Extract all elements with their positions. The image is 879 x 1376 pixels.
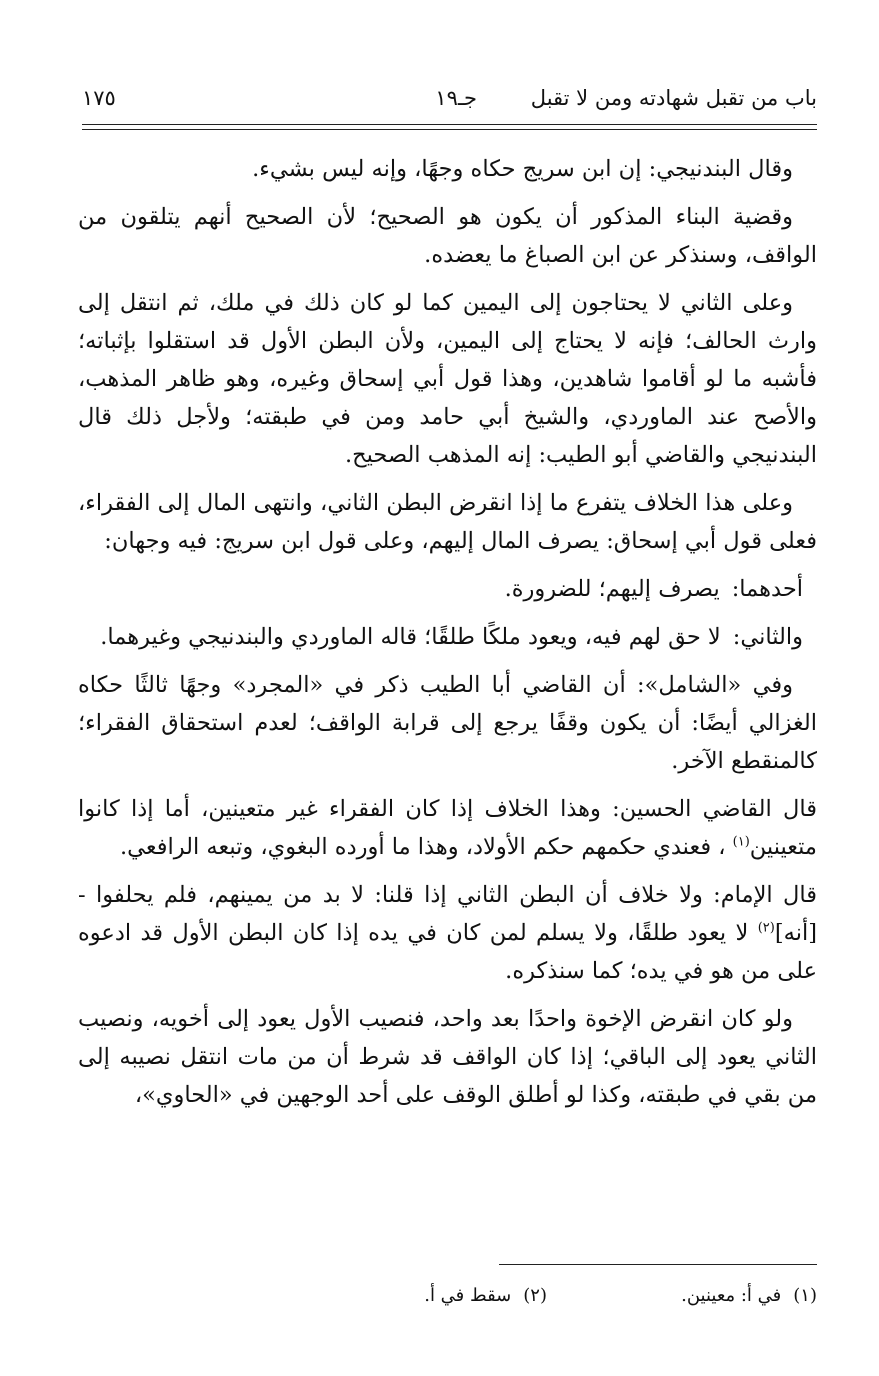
body-text bbox=[78, 150, 817, 1124]
paragraph-5: وفي «الشامل»: أن القاضي أبا الطيب ذكر في «المجرد» وجهًا ثالثًا حكاه الغزالي أيضًا: أن يكون وقفًا يرجع إلى قرابة الواقف؛ لعدم استحقاق الفقراء؛ كالمنقطع الآخر. bbox=[78, 672, 817, 774]
footnote-2-text: سقط في أ. bbox=[424, 1285, 512, 1306]
footnote-separator bbox=[499, 1264, 817, 1265]
running-title: باب من تقبل شهادته ومن لا تقبل bbox=[530, 86, 817, 110]
paragraph-7 bbox=[78, 876, 817, 990]
footnote-2-marker: (٢) bbox=[523, 1285, 547, 1306]
paragraph-3: وعلى الثاني لا يحتاجون إلى اليمين كما لو كان ذلك في ملك، ثم انتقل إلى وارث الحالف؛ فإنه لا يحتاج إلى اليمين، ولأن البطن الأول قد استقلوا بإثباته؛ فأشبه ما لو أقاموا شاهدين، وهذا قول أبي إسحاق وغيره، وهو ظاهر المذهب، والأصح عند الماوردي، والشيخ أبي حامد ومن في طبقته؛ ولأجل ذلك قال البندنيجي والقاضي أبو الطيب: إنه المذهب الصحيح. bbox=[78, 290, 817, 468]
footnote-1-text: في أ: معينين. bbox=[681, 1285, 782, 1306]
paragraph-6-text-start: قال القاضي الحسين: وهذا الخلاف إذا كان الفقراء غير متعينين، أما إذا كانوا متعينين bbox=[78, 796, 817, 860]
header-rule-bottom bbox=[82, 129, 817, 130]
opinion-2-label: والثاني: bbox=[732, 624, 803, 650]
volume-label: جـ١٩ bbox=[435, 86, 477, 110]
paragraph-2: وقضية البناء المذكور أن يكون هو الصحيح؛ لأن الصحيح أنهم يتلقون من الواقف، وسنذكر عن ابن الصباغ ما يعضده. bbox=[78, 204, 817, 268]
footnote-2 bbox=[424, 1282, 547, 1310]
opinion-1-text: يصرف إليهم؛ للضرورة. bbox=[504, 576, 720, 602]
page-number: ١٧٥ bbox=[82, 86, 116, 110]
footnote-1-marker: (١) bbox=[793, 1285, 817, 1306]
paragraph-7-text-start: قال الإمام: ولا خلاف أن البطن الثاني إذا قلنا: لا بد من يمينهم، فلم يحلفوا - [أنه] bbox=[78, 882, 817, 946]
footnote-1 bbox=[681, 1282, 817, 1310]
paragraph-7-text-end: لا يعود طلقًا، ولا يسلم لمن كان في يده إذا كان البطن الأول قد ادعوه على من هو في يده؛ كما سنذكره. bbox=[78, 920, 817, 984]
footnote-ref-2: (٢) bbox=[757, 920, 775, 936]
paragraph-1: وقال البندنيجي: إن ابن سريج حكاه وجهًا، وإنه ليس بشيء. bbox=[252, 156, 793, 182]
paragraph-4: وعلى هذا الخلاف يتفرع ما إذا انقرض البطن الثاني، وانتهى المال إلى الفقراء، فعلى قول أبي إسحاق: يصرف المال إليهم، وعلى قول ابن سريج: فيه وجهان: bbox=[78, 490, 817, 554]
header-rule-top bbox=[82, 124, 817, 125]
page-header bbox=[82, 84, 817, 124]
paragraph-8: ولو كان انقرض الإخوة واحدًا بعد واحد، فنصيب الأول يعود إلى أخويه، ونصيب الثاني يعود إلى الباقي؛ إذا كان الواقف قد شرط أن من مات انتقل نصيبه إلى من بقي في طبقته، وكذا لو أطلق الوقف على أحد الوجهين في «الحاوي»، bbox=[78, 1006, 817, 1108]
opinion-1-label: أحدهما: bbox=[731, 576, 803, 602]
paragraph-6-text-end: ، فعندي حكمهم حكم الأولاد، وهذا ما أورده البغوي، وتبعه الرافعي. bbox=[119, 834, 726, 860]
opinion-2-text: لا حق لهم فيه، ويعود ملكًا طلقًا؛ قاله الماوردي والبندنيجي وغيرهما. bbox=[100, 624, 721, 650]
opinion-2 bbox=[78, 618, 817, 656]
paragraph-6 bbox=[78, 790, 817, 866]
footnote-ref-1: (١) bbox=[732, 834, 750, 850]
opinion-1 bbox=[78, 570, 817, 608]
